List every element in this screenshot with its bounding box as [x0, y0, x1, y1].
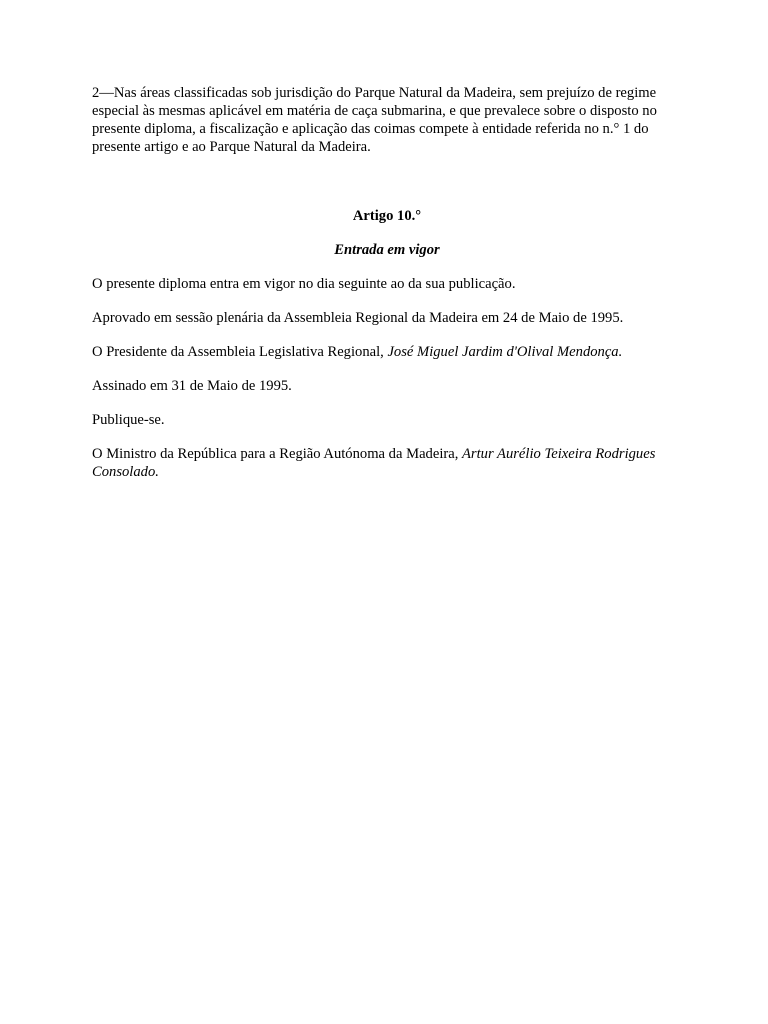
entry-into-force-text: O presente diploma entra em vigor no dia seguinte ao da sua publicação. — [92, 276, 516, 292]
minister-name: Artur Aurélio Teixeira Rodrigues Consolado. — [92, 446, 656, 480]
minister-prefix: O Ministro da República para a Região Autónoma da Madeira, — [92, 446, 463, 462]
document-page — [92, 84, 682, 481]
minister-line — [92, 445, 682, 481]
president-line — [92, 343, 682, 361]
publish-text: Publique-se. — [92, 412, 165, 428]
paragraph-2: 2—Nas áreas classificadas sob jurisdição do Parque Natural da Madeira, sem prejuízo de regime especial às mesmas aplicável em matéria de caça submarina, e que prevalece sobre o disposto no presente diploma, a fiscalização e aplicação das coimas compete à entidade referida no n.° 1 do presente artigo e ao Parque Natural da Madeira. — [92, 85, 657, 155]
approval-text: Aprovado em sessão plenária da Assembleia Regional da Madeira em 24 de Maio de 1995. — [92, 310, 624, 326]
signed-text: Assinado em 31 de Maio de 1995. — [92, 378, 292, 394]
president-name: José Miguel Jardim d'Olival Mendonça. — [387, 344, 623, 360]
article-title: Artigo 10.° — [352, 208, 422, 224]
article-subtitle: Entrada em vigor — [334, 242, 440, 258]
president-prefix: O Presidente da Assembleia Legislativa Regional, — [92, 344, 388, 360]
